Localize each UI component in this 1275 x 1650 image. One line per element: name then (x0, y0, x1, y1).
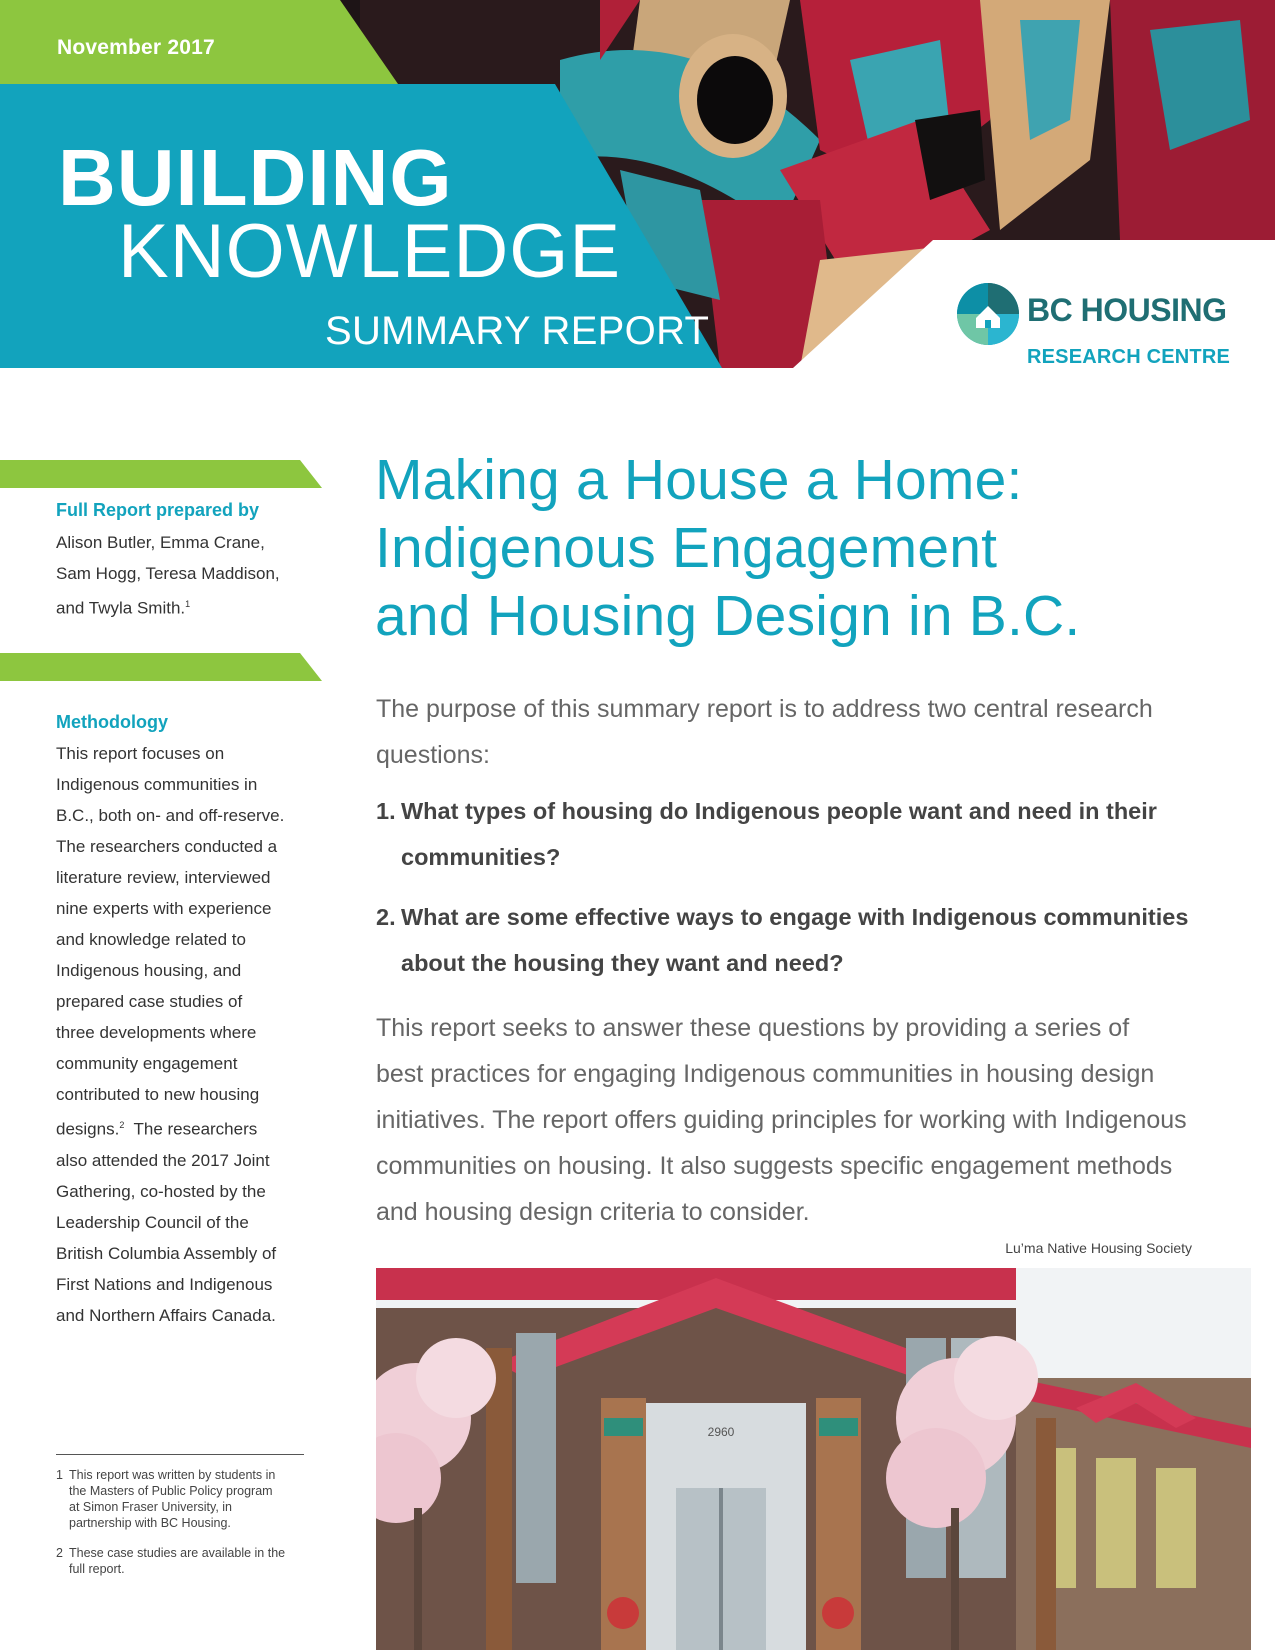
page-title (375, 446, 1235, 650)
methodology-line: and Northern Affairs Canada. (56, 1305, 276, 1325)
footnote-ref: 2 (119, 1120, 125, 1130)
footnote-ref: 1 (185, 599, 191, 609)
question-line: What types of housing do Indigenous people want and need in their (401, 798, 1157, 824)
footnote-line: the Masters of Public Policy program (69, 1484, 273, 1498)
title-line: Making a House a Home: (375, 448, 1023, 512)
footnote-number: 2 (56, 1546, 63, 1560)
intro-paragraph (376, 686, 1196, 778)
methodology-line: literature review, interviewed (56, 868, 271, 887)
title-line: and Housing Design in B.C. (375, 584, 1081, 648)
methodology-line: prepared case studies of (56, 992, 243, 1011)
author-line: and Twyla Smith.$^1$ (56, 598, 191, 618)
methodology-line: First Nations and Indigenous (56, 1274, 273, 1294)
author-line: Sam Hogg, Teresa Maddison, (56, 564, 280, 583)
research-question-1 (376, 788, 1216, 880)
building-photo (376, 1268, 1251, 1650)
footnote-line: These case studies are available in the (69, 1546, 286, 1560)
body-line: This report seeks to answer these questions by providing a series of (376, 1014, 1130, 1042)
methodology-line: The researchers conducted a (56, 837, 278, 856)
body-line: and housing design criteria to consider. (376, 1198, 810, 1226)
footnote-1 (56, 1467, 306, 1531)
footnote-rule (56, 1454, 304, 1455)
methodology-line: also attended the 2017 Joint (56, 1150, 270, 1170)
methodology-line: Gathering, co-hosted by the (56, 1181, 266, 1201)
body-line: communities on housing. It also suggests specific engagement methods (376, 1152, 1173, 1180)
logo-wordmark: BC HOUSING (1027, 292, 1227, 328)
methodology-line: Leadership Council of the (56, 1212, 249, 1232)
report-date: November 2017 (57, 36, 215, 59)
footnote-line: full report. (69, 1562, 125, 1576)
methodology-line: This report focuses on (56, 744, 225, 763)
methodology-line: nine experts with experience (56, 899, 272, 918)
methodology-line: designs.$^2$ The researchers (56, 1119, 258, 1139)
series-title-building: BUILDING (58, 133, 453, 222)
sidebar-divider-bottom (0, 653, 322, 681)
building-number: 2960 (707, 1425, 735, 1439)
methodology-text (56, 738, 296, 1331)
series-title-knowledge: KNOWLEDGE (118, 209, 622, 294)
intro-line: The purpose of this summary report is to address two central research (376, 695, 1153, 723)
question-number: 1. (376, 798, 396, 824)
footnote-line: partnership with BC Housing. (69, 1516, 231, 1530)
prepared-by-authors (56, 527, 296, 624)
bc-housing-logo-icon (956, 282, 1020, 346)
methodology-line: British Columbia Assembly of (56, 1243, 277, 1263)
report-header (0, 0, 1275, 368)
footnote-line: This report was written by students in (69, 1468, 276, 1482)
logo-subtitle: RESEARCH CENTRE (1027, 346, 1231, 368)
methodology-line: three developments where (56, 1023, 257, 1042)
series-subtitle: SUMMARY REPORT (325, 309, 710, 353)
title-line: Indigenous Engagement (375, 516, 998, 580)
author-line: Alison Butler, Emma Crane, (56, 533, 265, 552)
footnote-2 (56, 1545, 306, 1577)
research-question-2 (376, 894, 1216, 986)
question-number: 2. (376, 904, 396, 930)
footnote-number: 1 (56, 1468, 63, 1482)
body-paragraph (376, 1005, 1196, 1235)
footnote-line: at Simon Fraser University, in (69, 1500, 233, 1514)
question-line: about the housing they want and need? (401, 950, 844, 976)
sidebar-divider-top (0, 460, 322, 488)
body-line: best practices for engaging Indigenous communities in housing design (376, 1060, 1155, 1088)
methodology-line: B.C., both on- and off-reserve. (56, 806, 285, 825)
methodology-line: contributed to new housing (56, 1085, 260, 1104)
question-line: communities? (401, 844, 561, 870)
methodology-heading: Methodology (56, 712, 168, 732)
prepared-by-heading: Full Report prepared by (56, 500, 260, 520)
photo-credit: Lu’ma Native Housing Society (1005, 1240, 1192, 1256)
methodology-line: Indigenous housing, and (56, 961, 242, 980)
body-line: initiatives. The report offers guiding principles for working with Indigenous (376, 1106, 1187, 1134)
methodology-line: community engagement (56, 1054, 238, 1073)
question-line: What are some effective ways to engage with Indigenous communities (401, 904, 1189, 930)
intro-line: questions: (376, 741, 490, 769)
methodology-line: and knowledge related to (56, 930, 246, 949)
methodology-line: Indigenous communities in (56, 775, 258, 794)
